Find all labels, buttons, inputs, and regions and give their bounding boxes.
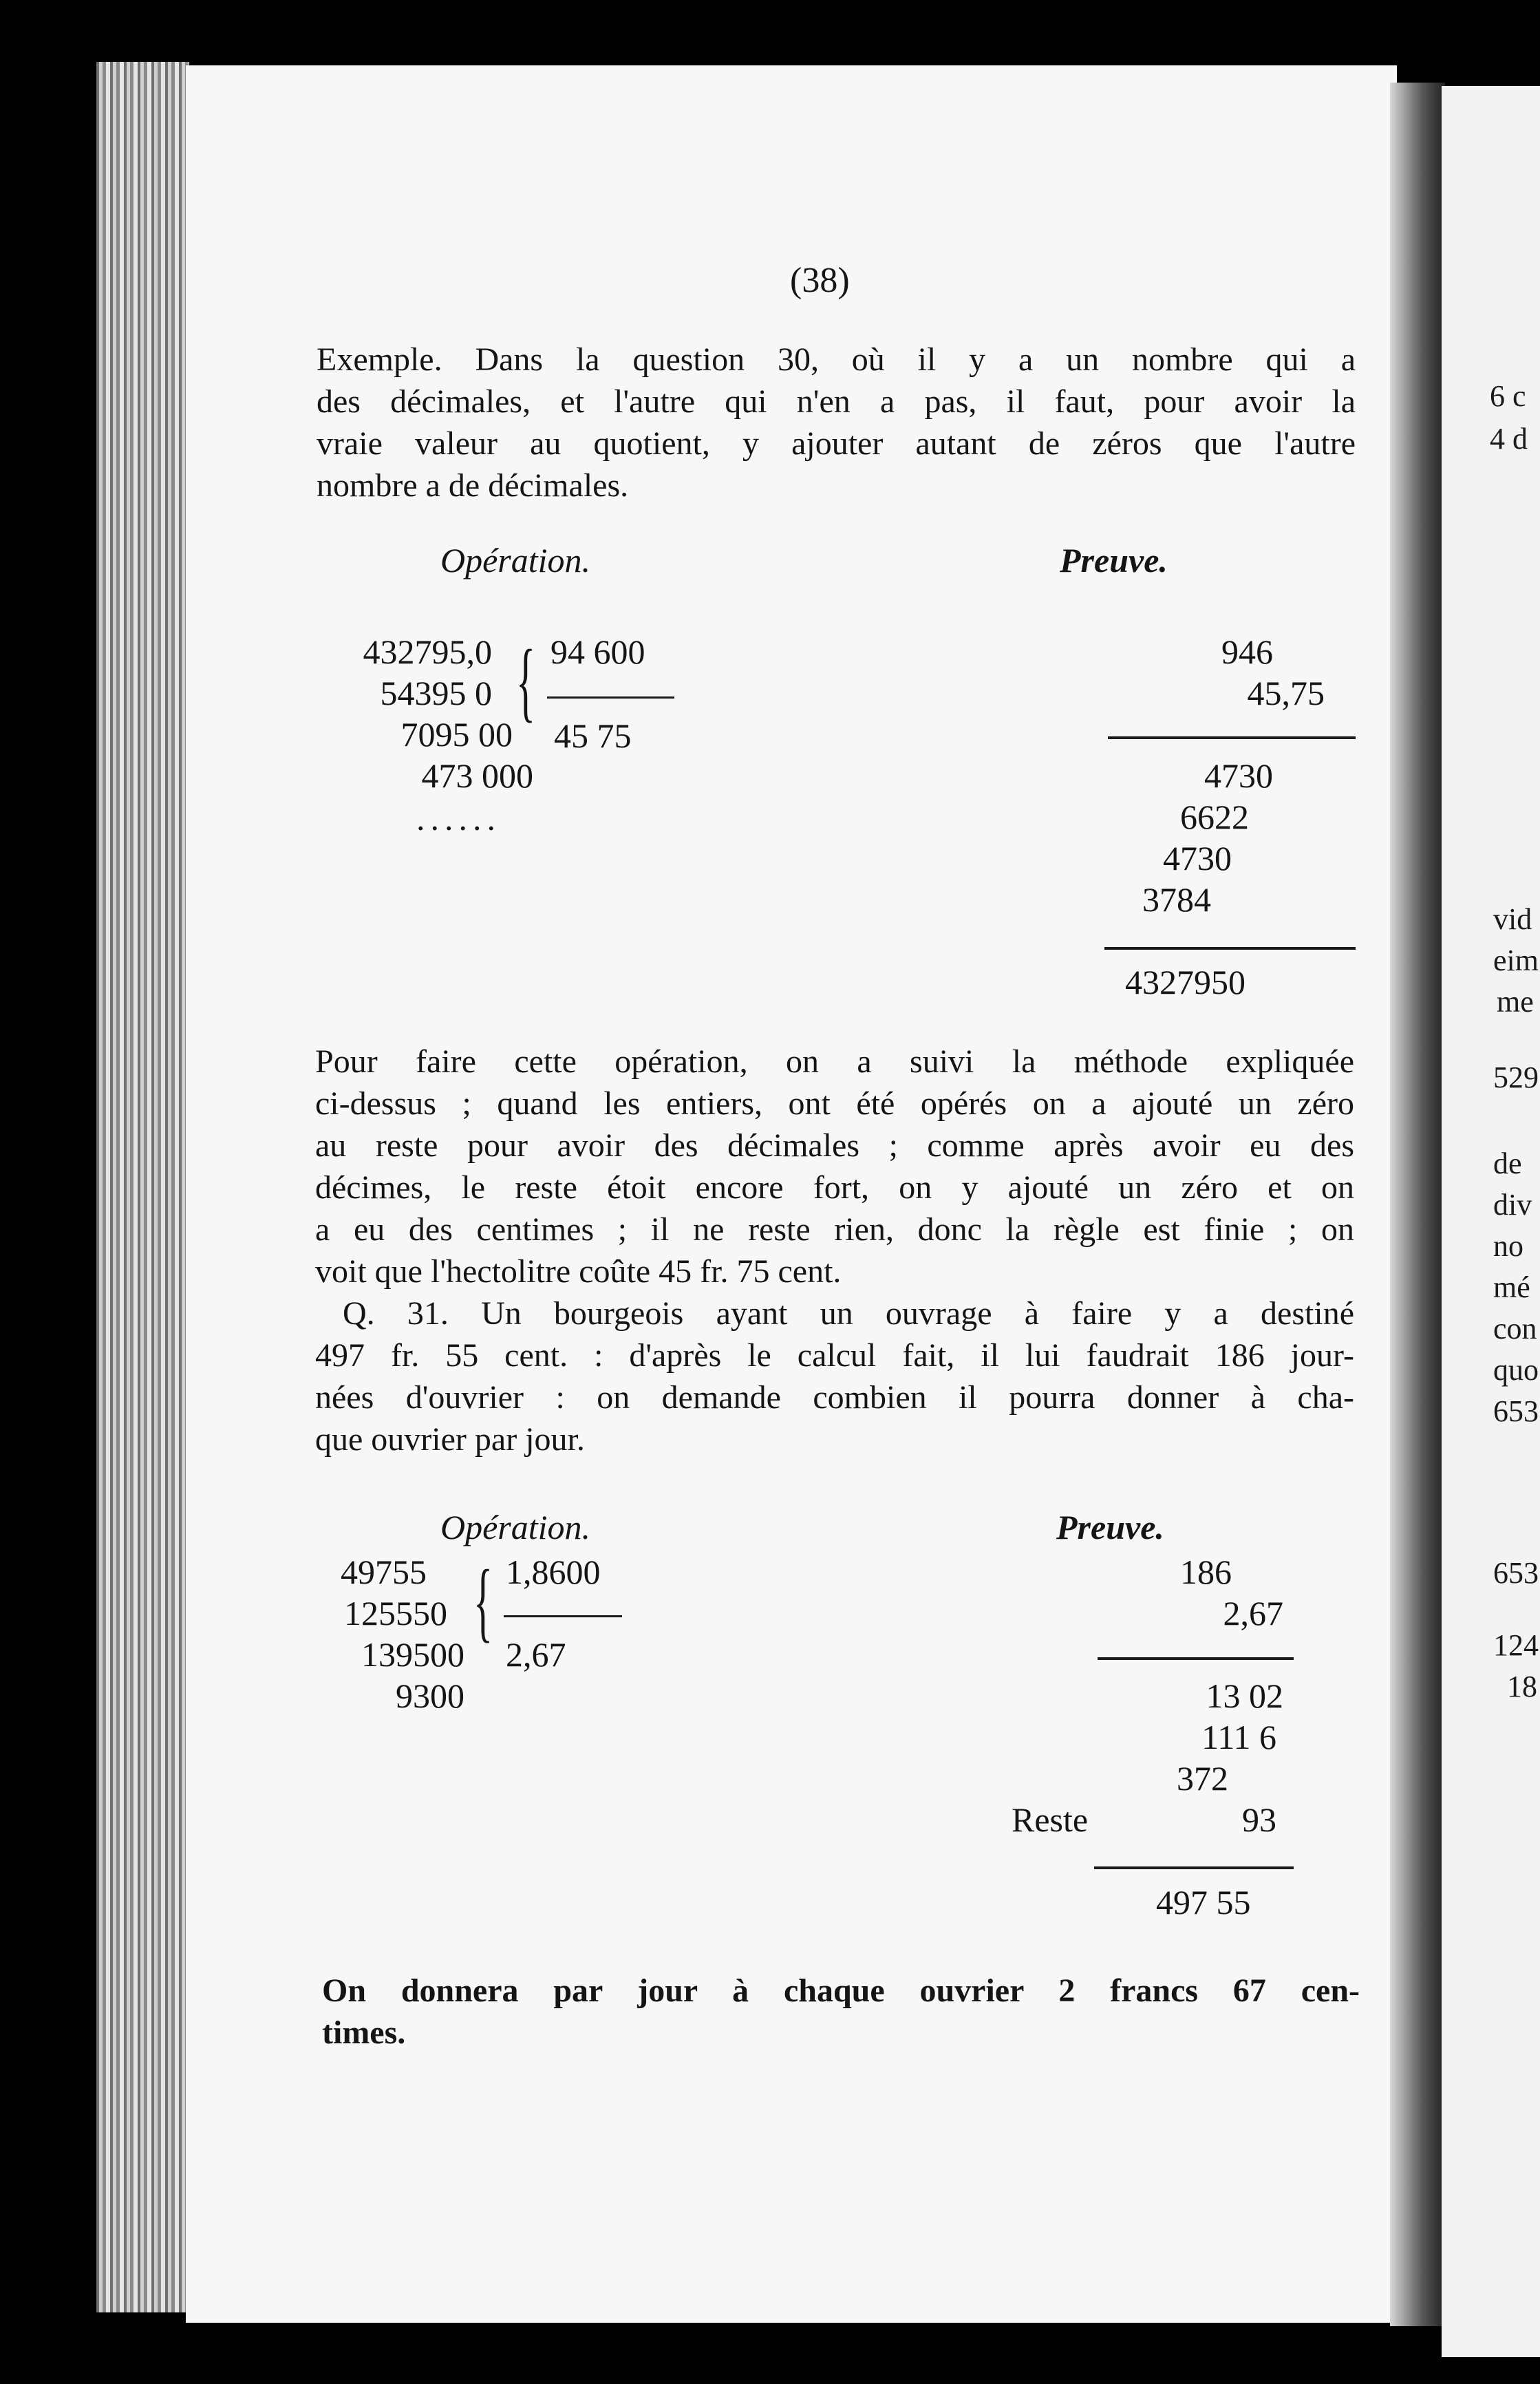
proof-line: 186 [1180,1553,1232,1591]
text-line: Exemple. Dans la question 30, où il y a un nombre qui a [317,341,1356,378]
text-line: voit que l'hectolitre coûte 45 fr. 75 cent. [315,1253,842,1290]
dividend-line: 125550 [344,1594,447,1632]
page-number: (38) [790,261,850,300]
dividend-line: 54395 0 [380,674,492,712]
text-line: Pour faire cette opération, on a suivi la méthode expliquée [315,1043,1354,1080]
adjacent-page-text: me [1497,985,1534,1019]
text-line: vraie valeur au quotient, y ajouter autant de zéros que l'autre [317,425,1356,462]
text-line: a eu des centimes ; il ne reste rien, donc la règle est finie ; on [315,1211,1354,1248]
adjacent-page-text: mé [1493,1270,1530,1304]
proof-result: 497 55 [1156,1883,1251,1922]
division-rule [547,696,674,699]
page-gutter [1390,83,1445,2326]
proof-line: 3784 [1142,880,1211,919]
adjacent-page-text: 18 [1507,1670,1537,1703]
text-line: times. [322,2014,406,2051]
proof-line: 6622 [1180,798,1249,836]
operation-heading: Opération. [440,1508,591,1546]
adjacent-page-text: vid [1493,902,1532,936]
text-line: nées d'ouvrier : on demande combien il pourra donner à cha- [315,1379,1354,1416]
dividend-line: 7095 00 [400,715,513,754]
text-line: au reste pour avoir des décimales ; comme après avoir eu des [315,1127,1354,1164]
proof-line: 45,75 [1247,674,1325,712]
book-spine [96,62,189,2312]
dividend-line: 473 000 [421,756,533,795]
proof-rule [1104,947,1356,950]
adjacent-page-text: con [1493,1312,1537,1345]
proof-line: 4730 [1204,756,1273,795]
text-line: des décimales, et l'autre qui n'en a pas, il faut, pour avoir la [317,383,1356,420]
dividend-line: 49755 [341,1553,427,1591]
text-line: ci-dessus ; quand les entiers, ont été opérés on a ajouté un zéro [315,1085,1354,1122]
text-line: On donnera par jour à chaque ouvrier 2 francs 67 cen- [322,1972,1360,2009]
dividend-line: 432795,0 [363,632,492,671]
proof-line: 946 [1221,632,1273,671]
adjacent-page-text: 653 [1493,1556,1539,1590]
divisor: 1,8600 [506,1553,601,1591]
division-brace: { [516,632,536,731]
adjacent-page-text: 6 c [1490,379,1526,413]
divisor: 94 600 [550,632,645,671]
adjacent-page-text: de [1493,1147,1522,1180]
division-rule [504,1615,622,1617]
proof-line: 4730 [1163,839,1232,877]
quotient: 45 75 [554,716,632,755]
text-line: que ouvrier par jour. [315,1421,585,1458]
proof-line: 111 6 [1201,1718,1276,1756]
adjacent-page-text: 124 [1493,1628,1539,1662]
text-line: nombre a de décimales. [317,467,629,504]
proof-line: 372 [1177,1759,1228,1798]
adjacent-page-text: no [1493,1229,1523,1263]
remainder-label: Reste [1012,1800,1089,1839]
proof-rule [1098,1657,1294,1660]
paragraph-example-intro [317,339,1356,507]
adjacent-page-text: div [1493,1188,1532,1222]
proof-rule [1094,1866,1294,1869]
adjacent-page-text: quo [1493,1353,1539,1387]
proof-rule [1108,736,1356,739]
proof-heading: Preuve. [1060,541,1168,579]
text-line: 497 fr. 55 cent. : d'après le calcul fait, il lui faudrait 186 jour- [315,1337,1354,1374]
text-line: Q. 31. Un bourgeois ayant un ouvrage à faire y a destiné [343,1295,1354,1332]
proof-result: 4327950 [1125,963,1245,1001]
paragraph-explanation [315,1041,1354,1460]
quotient: 2,67 [506,1635,566,1674]
proof-heading: Preuve. [1056,1508,1164,1546]
text-line: décimes, le reste étoit encore fort, on y ajouté un zéro et on [315,1169,1354,1206]
proof-line: 13 02 [1206,1677,1283,1715]
adjacent-page-text: 4 d [1490,422,1528,456]
dividend-line: 9300 [396,1677,464,1715]
adjacent-page-text: eim [1493,944,1539,977]
adjacent-page-text: 653 [1493,1394,1539,1428]
dividend-line: 139500 [361,1635,464,1674]
division-brace: { [473,1552,493,1651]
remainder-value: 93 [1242,1800,1276,1839]
proof-line: 2,67 [1223,1594,1283,1632]
paragraph-conclusion [322,1970,1360,2054]
operation-heading: Opération. [440,541,591,579]
dividend-line: ...... [416,799,501,838]
adjacent-page-text: 529 [1493,1061,1539,1094]
